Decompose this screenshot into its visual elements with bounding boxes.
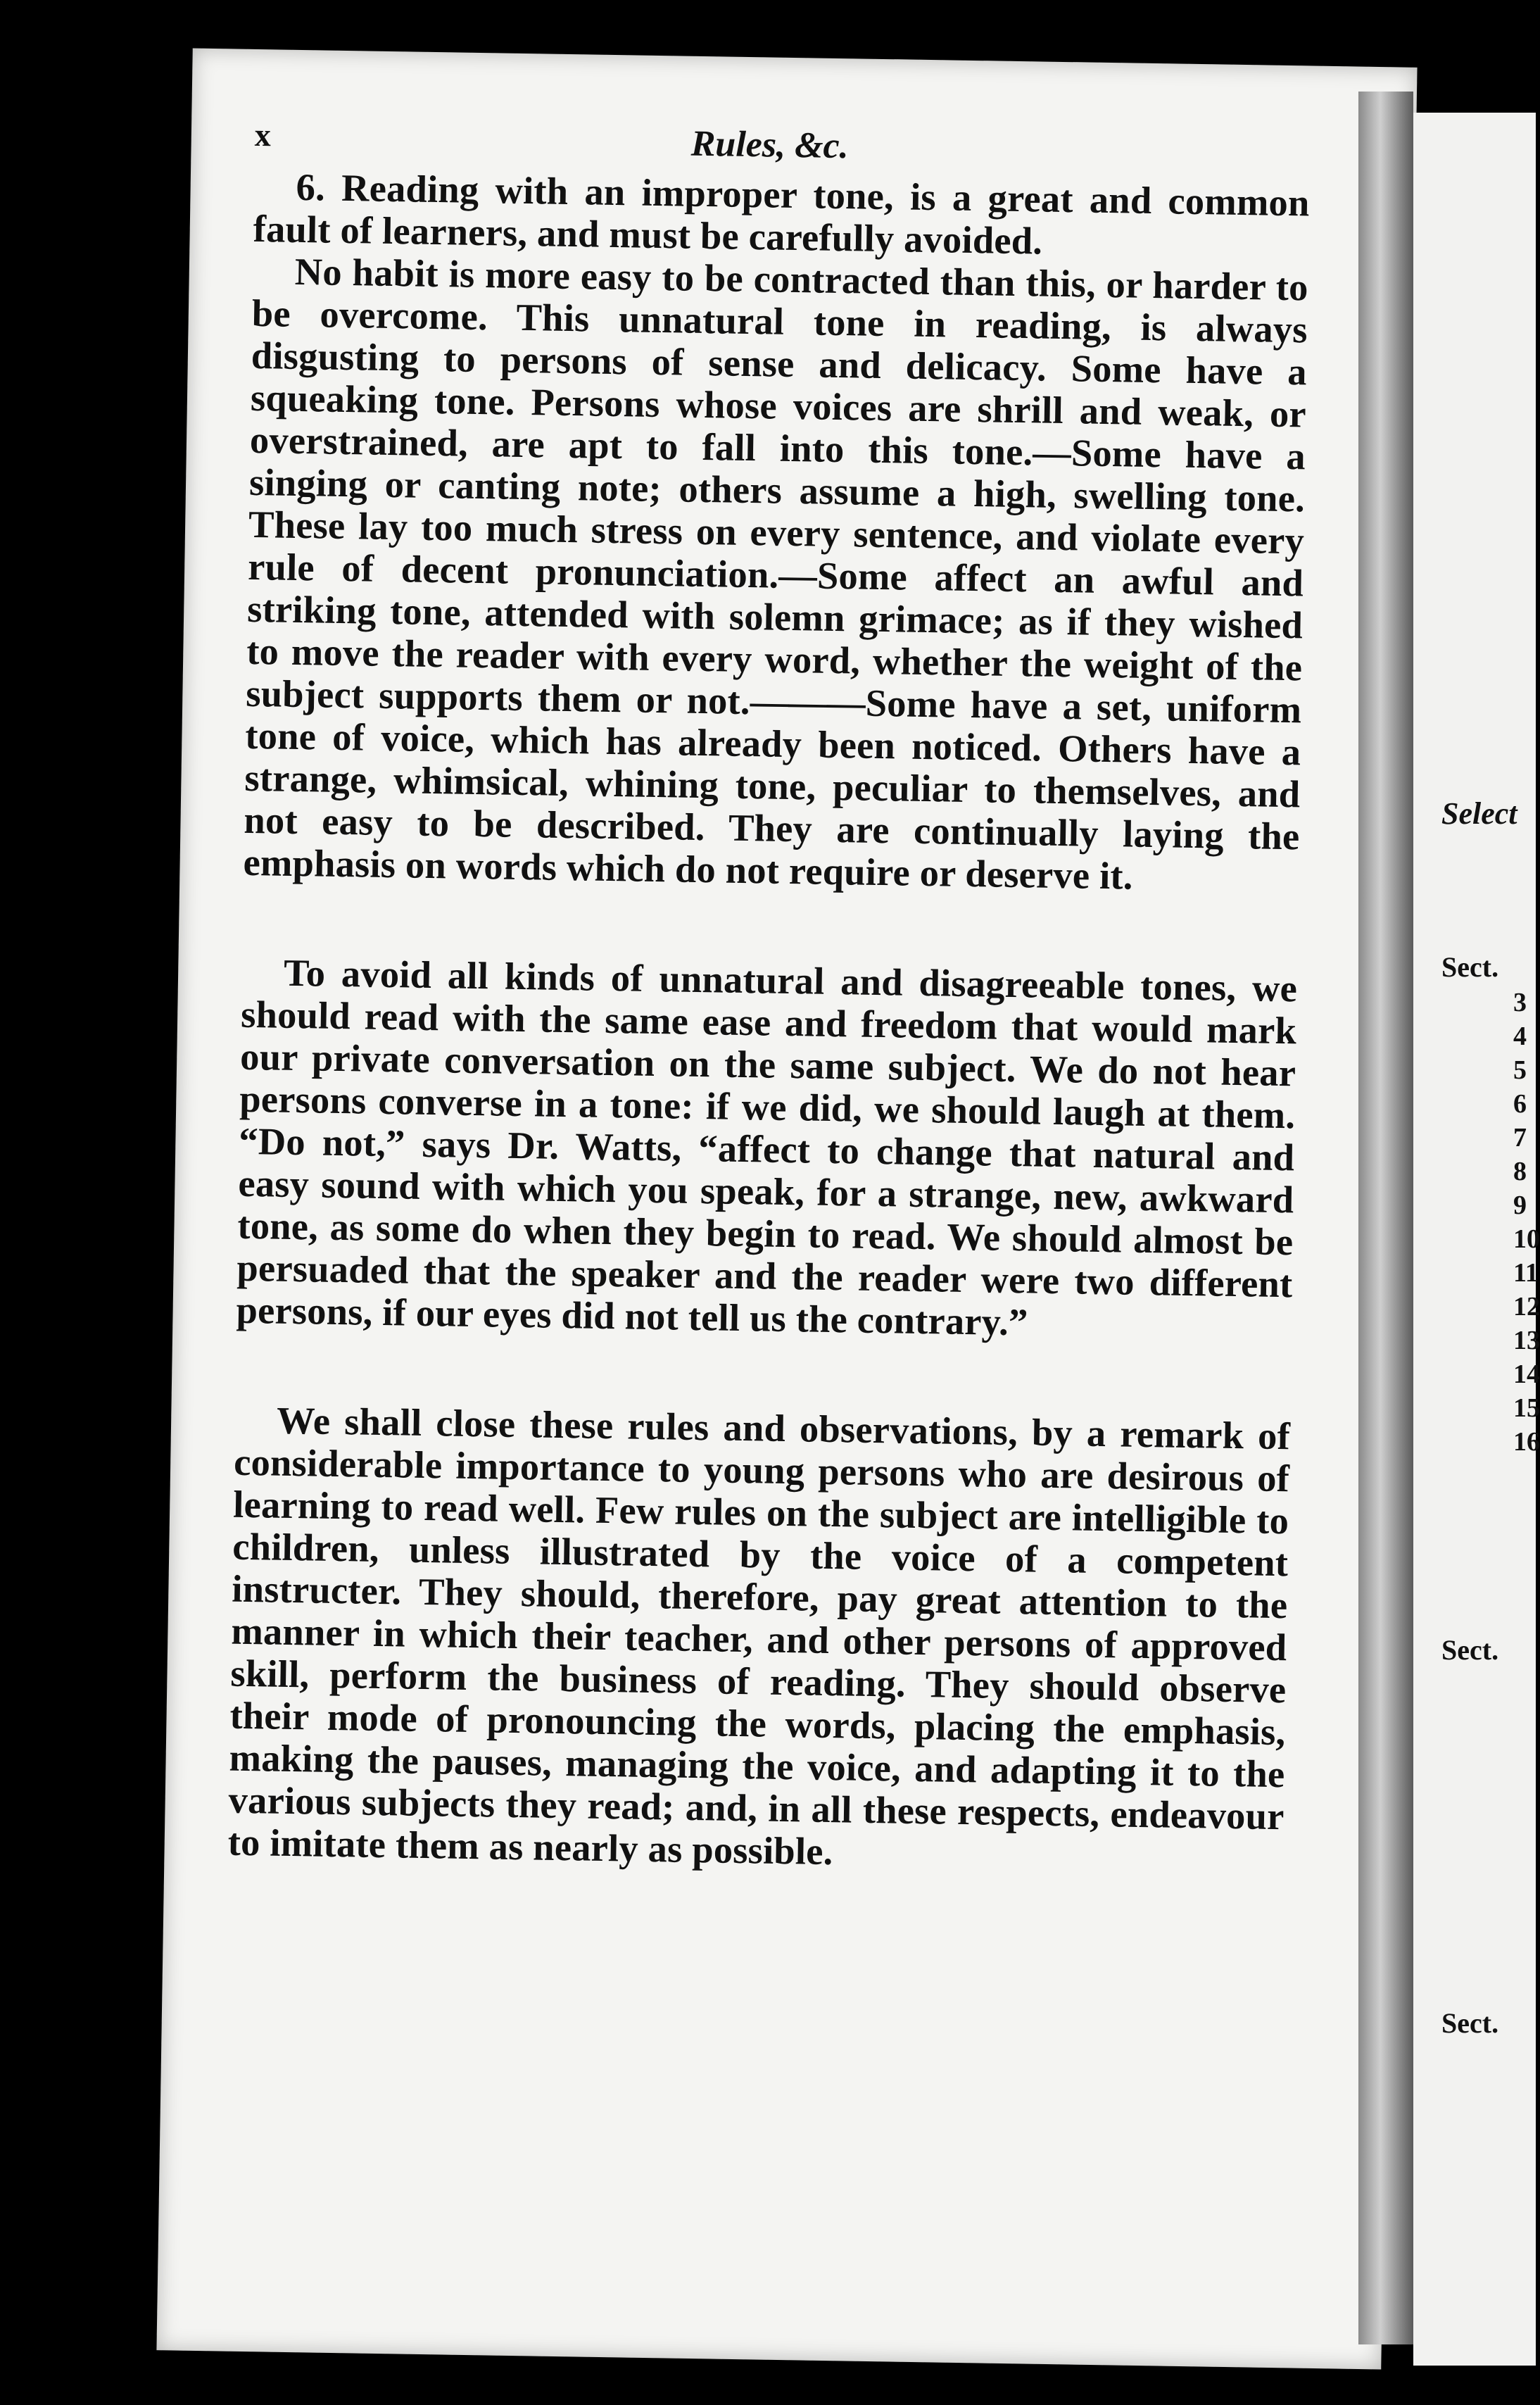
- paragraph-avoid-tones: To avoid all kinds of unnatural and disagreeable tones, we should read with the same ease and freedom that would mark our private conversation on the same subject. We do not hear persons converse in a tone: if we did, we should laugh at them. “Do not,” says Dr. Watts, “affect to change that natural and easy sound with which you speak, for a strange, new, awkward tone, as some do when they begin to read. We should almost be persuaded that the speaker and the reader were two different persons, if our eyes did not tell us the contrary.”: [236, 950, 1298, 1344]
- facing-sect-label: Sect.: [1441, 951, 1499, 983]
- book-page: [156, 49, 1417, 2370]
- paragraph-closing-remark: We shall close these rules and observations, by a remark of considerable importance to young persons who are desirous of learning to read well. Few rules on the subject are intelligible to children, unless illustrated by the voice of a competent instructer. They should, therefore, pay great attention to the manner in which their teacher, and other persons of approved skill, perform the business of reading. They should observe their mode of pronouncing the words, placing the emphasis, making the pauses, managing the voice, and adapting it to the various subjects they read; and, in all these respects, endeavour to imitate them as nearly as possible.: [227, 1398, 1291, 1873]
- facing-number: 5: [1513, 1055, 1527, 1085]
- facing-number: 8: [1513, 1157, 1527, 1186]
- facing-number: 13: [1513, 1326, 1540, 1355]
- facing-page-edge: [1413, 113, 1540, 2366]
- facing-number: 16: [1513, 1427, 1540, 1457]
- facing-number: 11: [1513, 1258, 1539, 1288]
- facing-section-numbers: [1513, 986, 1540, 1459]
- facing-number: 14: [1513, 1360, 1540, 1389]
- facing-number: 3: [1513, 988, 1527, 1017]
- facing-select-heading: Select: [1441, 796, 1517, 831]
- facing-number: 7: [1513, 1123, 1527, 1153]
- facing-number: 10: [1513, 1224, 1540, 1254]
- page-content: [227, 116, 1311, 1880]
- facing-number: 9: [1513, 1191, 1527, 1220]
- facing-number: 6: [1513, 1089, 1527, 1119]
- facing-sect-label: Sect.: [1441, 2007, 1499, 2039]
- facing-number: 4: [1513, 1022, 1527, 1051]
- facing-number: 12: [1513, 1292, 1540, 1321]
- page-number: x: [254, 116, 272, 153]
- running-head-title: Rules, &c.: [690, 123, 850, 167]
- paragraph-rule-6: 6. Reading with an improper tone, is a great and common fault of learners, and must be carefully avoided.: [253, 165, 1311, 263]
- book-gutter: [1358, 92, 1413, 2344]
- facing-sect-label: Sect.: [1441, 1634, 1499, 1666]
- paragraph-habit: No habit is more easy to be contracted than this, or harder to be overcome. This unnatural tone in reading, is always disgusting to persons of sense and delicacy. Some have a squeaking tone. Persons whose voices are shrill and weak, or overstrained, are apt to fall into this tone.—Some have a singing or canting note; others assume a high, swelling tone. These lay too much stress on every sentence, and violate every rule of decent pronunciation.—Some affect an awful and striking tone, attended with solemn grimace; as if they wished to move the reader with every word, whether the weight of the subject supports them or not.———Some have a set, uniform tone of voice, which has already been noticed. Others have a strange, whimsical, whining tone, peculiar to themselves, and not easy to be described. They are continually laying the emphasis on words which do not require or deserve it.: [243, 249, 1309, 898]
- facing-number: 15: [1513, 1393, 1540, 1423]
